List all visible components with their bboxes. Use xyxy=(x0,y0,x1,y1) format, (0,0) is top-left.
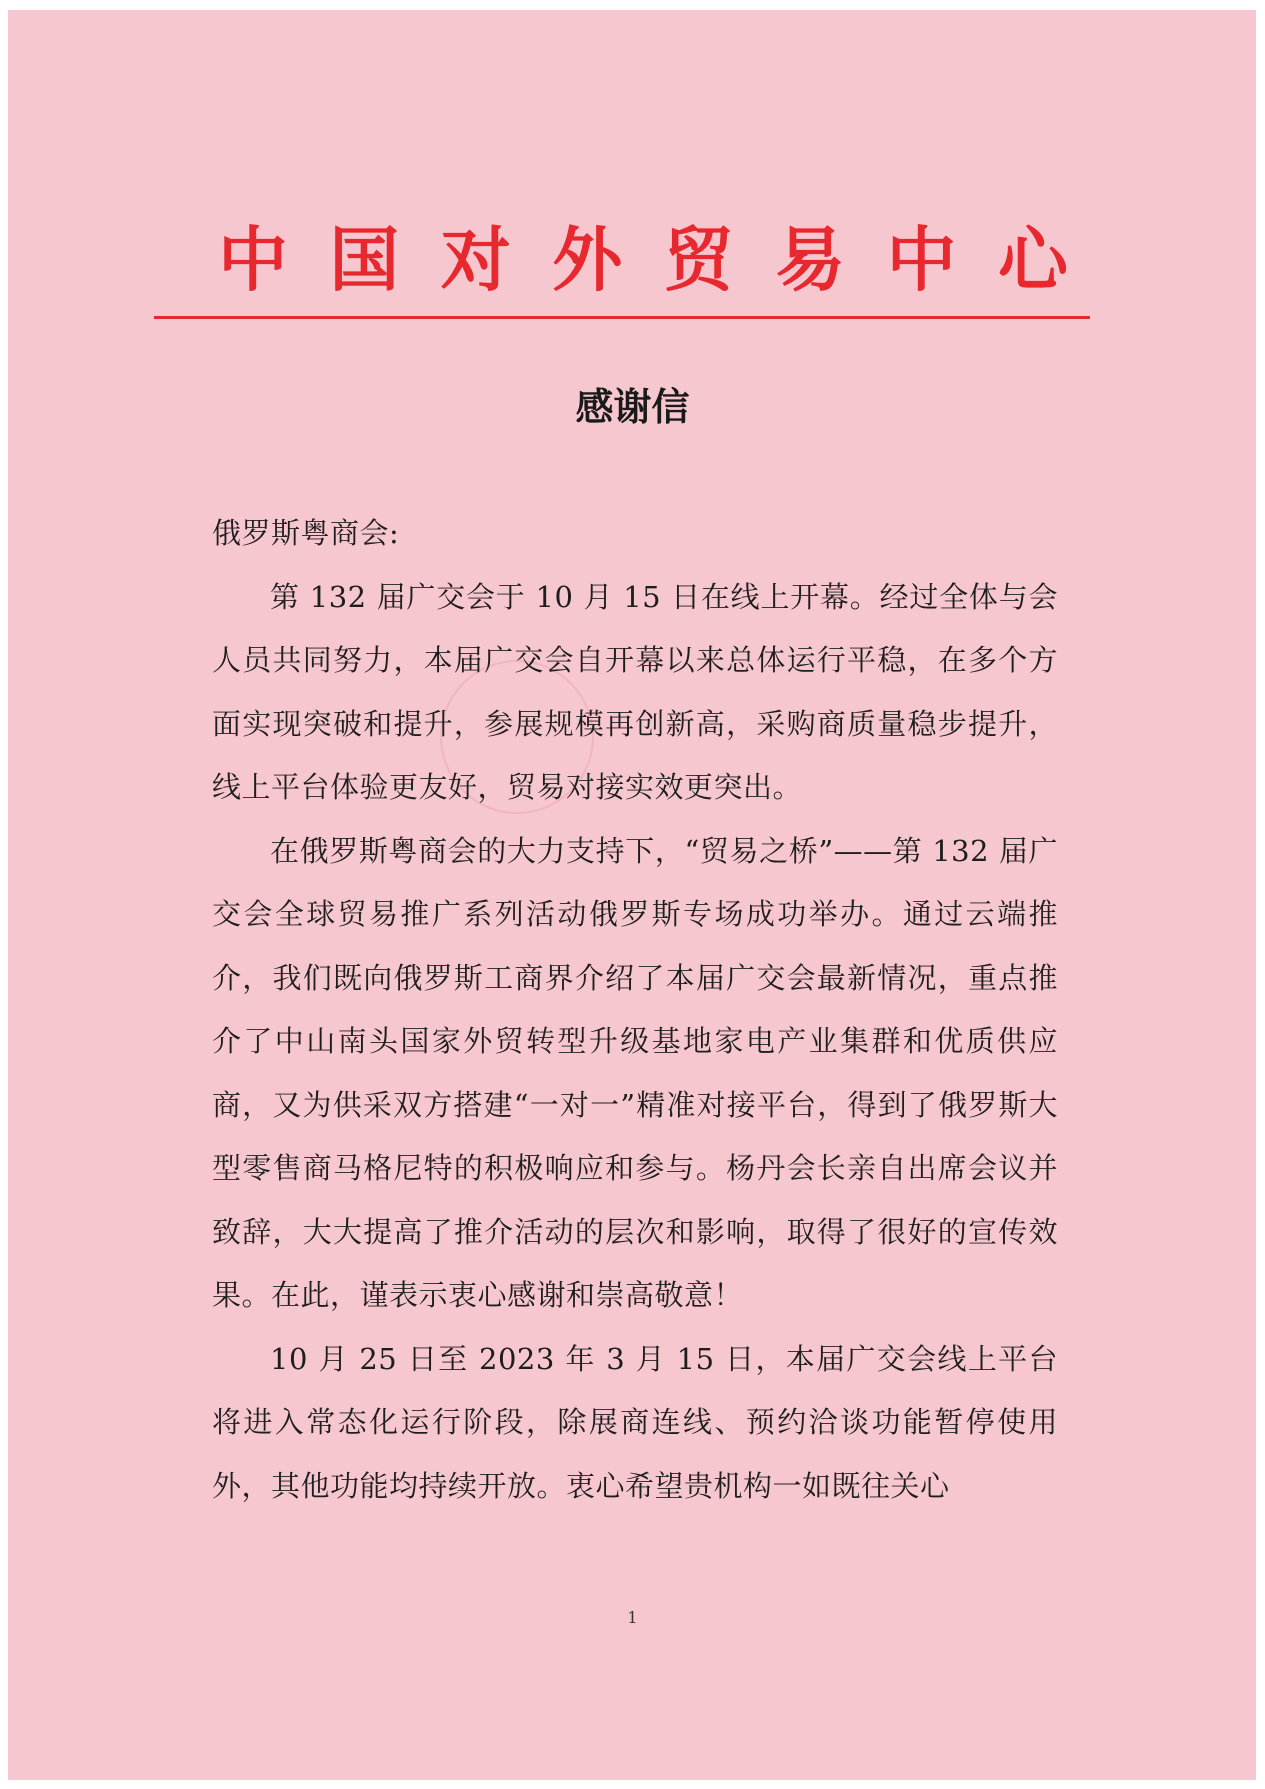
letterhead-char: 中 xyxy=(886,218,957,301)
letterhead-org-name xyxy=(208,210,1078,310)
paragraph-3: 10 月 25 日至 2023 年 3 月 15 日，本届广交会线上平台将进入常态化运行阶段，除展商连线、预约洽谈功能暂停使用外，其他功能均持续开放。衷心希望贵机构一如既往关心 xyxy=(212,1341,1058,1503)
letterhead-divider xyxy=(154,316,1090,319)
salutation: 俄罗斯粤商会: xyxy=(212,516,400,550)
paragraph-2: 在俄罗斯粤商会的大力支持下，“贸易之桥”——第 132 届广交会全球贸易推广系列活动俄罗斯专场成功举办。通过云端推介，我们既向俄罗斯工商界介绍了本届广交会最新情况，重点推介了中山南头国家外贸转型升级基地家电产业集群和优质供应商，又为供采双方搭建“一对一”精准对接平台，得到了俄罗斯大型零售商马格尼特的积极响应和参与。杨丹会长亲自出席会议并致辞，大大提高了推介活动的层次和影响，取得了很好的宣传效果。在此，谨表示衷心感谢和崇高敬意！ xyxy=(212,833,1058,1312)
letterhead-char: 对 xyxy=(440,218,511,301)
letterhead-char: 心 xyxy=(997,218,1068,301)
paragraph-1: 第 132 届广交会于 10 月 15 日在线上开幕。经过全体与会人员共同努力，本届广交会自开幕以来总体运行平稳，在多个方面实现突破和提升，参展规模再创新高，采购商质量稳步提升，线上平台体验更友好，贸易对接实效更突出。 xyxy=(212,579,1058,804)
letterhead-char: 中 xyxy=(218,218,288,301)
page-number: 1 xyxy=(627,1608,638,1627)
letterhead-char: 国 xyxy=(329,218,400,301)
letter-body xyxy=(212,502,1058,1518)
letterhead-char: 外 xyxy=(552,218,623,301)
letterhead-char: 贸 xyxy=(663,218,734,301)
letterhead-char: 易 xyxy=(775,218,846,301)
letter-title: 感谢信 xyxy=(575,385,690,429)
